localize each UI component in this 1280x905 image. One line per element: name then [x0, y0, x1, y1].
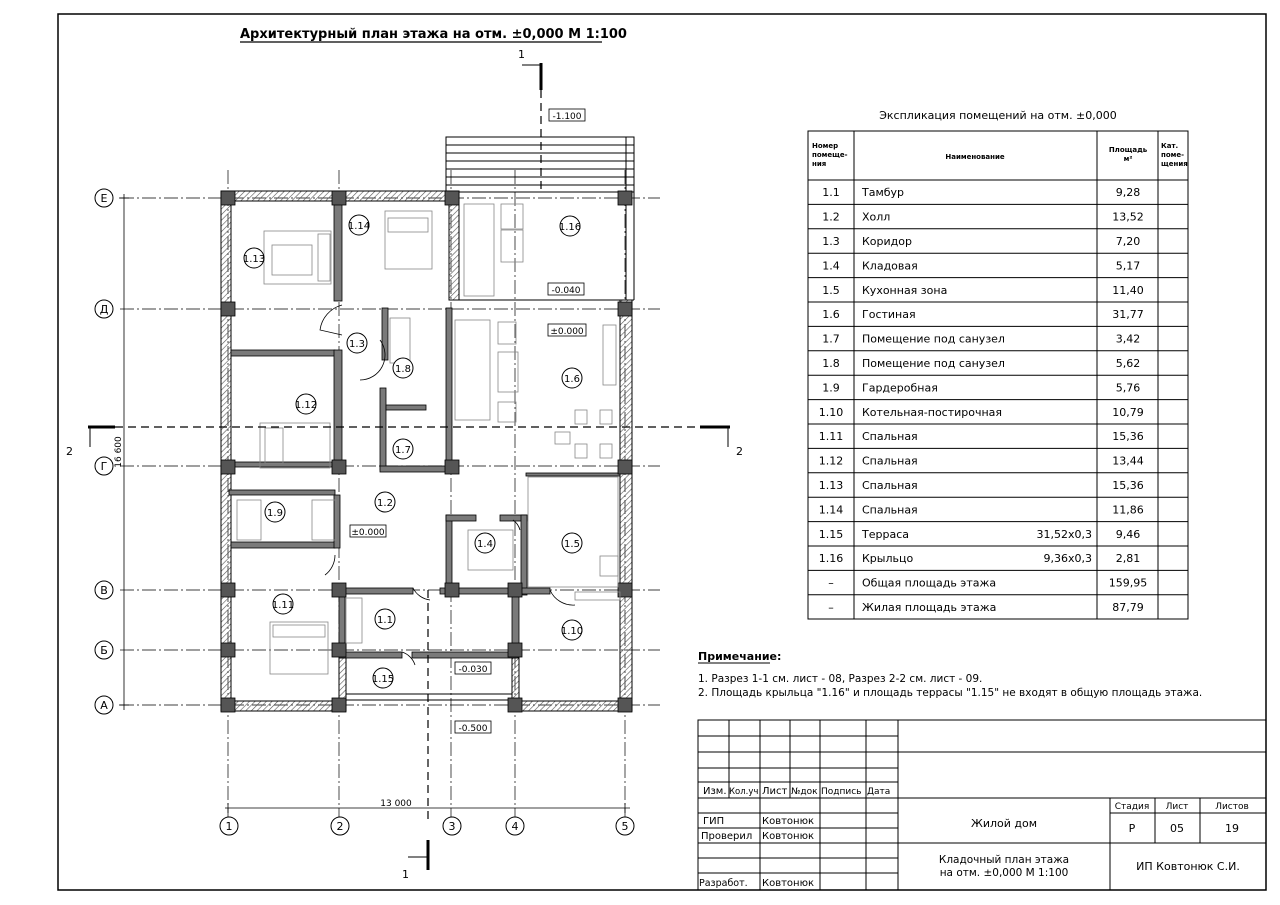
axis-number: 3	[448, 820, 456, 833]
terrace-boards	[346, 694, 512, 700]
col-ndok: №док	[791, 787, 818, 797]
col-data: Дата	[867, 787, 891, 797]
elevation-porch-top: -1.100	[552, 112, 582, 122]
porch-steps	[446, 137, 634, 300]
elevation-hall: ±0.000	[351, 528, 385, 538]
table-cell-area: 7,20	[1115, 235, 1141, 248]
dimension-width: 13 000	[380, 799, 412, 809]
table-cell-formula: 31,52х0,3	[1036, 527, 1092, 541]
table-cell-num: 1.11	[818, 430, 844, 444]
table-cell-area: 13,52	[1112, 210, 1144, 224]
table-cell-num: 1.9	[822, 381, 840, 395]
table-cell-num: 1.1	[822, 186, 840, 200]
room-tag: 1.4	[477, 539, 493, 550]
explication-header	[812, 142, 1188, 168]
company-name: ИП Ковтонюк С.И.	[1136, 860, 1240, 873]
table-cell-num: 1.16	[818, 552, 844, 566]
sheet-label: Лист	[1165, 802, 1189, 812]
elevation-terrace: -0.030	[458, 665, 488, 675]
table-cell-name: Гостиная	[862, 308, 916, 322]
table-cell-area: 31,77	[1112, 308, 1144, 322]
table-cell-name: Спальная	[862, 454, 918, 468]
table-cell-num: 1.5	[822, 283, 840, 297]
table-cell-name: Терраса	[862, 527, 909, 541]
table-cell-num: 1.4	[822, 259, 840, 273]
table-cell-num: 1.3	[822, 235, 840, 248]
elevation-living: ±0.000	[550, 327, 584, 337]
table-cell-num: 1.6	[822, 308, 840, 322]
table-cell-name: Крыльцо	[862, 552, 914, 566]
table-cell-area: 2,81	[1115, 552, 1141, 566]
table-cell-area: 5,17	[1115, 259, 1141, 273]
room-tag: 1.15	[371, 674, 395, 685]
axis-letter: Д	[99, 303, 109, 316]
inner-walls	[229, 201, 620, 658]
name-checked: Ковтонюк	[762, 831, 815, 842]
header-cat: Кат. поме-щения	[1161, 142, 1188, 168]
table-cell-num: 1.12	[818, 454, 844, 468]
sheet-title-1: Кладочный план этажа	[938, 854, 1070, 866]
table-cell-num: –	[828, 576, 834, 590]
axis-number: 4	[511, 820, 519, 833]
room-tag: 1.1	[377, 615, 393, 626]
axis-letter: А	[100, 699, 108, 712]
room-tag: 1.12	[294, 400, 318, 411]
explication-title: Экспликация помещений на отм. ±0,000	[879, 109, 1117, 122]
elevation-ground: -0.500	[458, 724, 488, 734]
floor-plan	[66, 48, 743, 881]
table-cell-num: 1.7	[822, 332, 840, 346]
stage-label: Стадия	[1114, 802, 1150, 812]
header-num: Номер помеще-ния	[812, 142, 848, 168]
table-cell-name: Холл	[862, 210, 891, 224]
table-cell-area: 15,36	[1112, 479, 1144, 492]
room-tags	[243, 221, 583, 685]
room-tag: 1.9	[267, 508, 283, 519]
sheet-frame	[58, 14, 1266, 890]
note-line: 1. Разрез 1-1 см. лист - 08, Разрез 2-2 см. лист - 09.	[698, 673, 983, 685]
explication-table	[808, 131, 1188, 619]
table-cell-area: 3,42	[1115, 332, 1141, 346]
table-cell-area: 159,95	[1108, 576, 1148, 590]
table-cell-name: Тамбур	[862, 186, 905, 200]
room-tag: 1.10	[560, 626, 584, 637]
table-cell-name: Кладовая	[862, 259, 918, 273]
col-podpis: Подпись	[821, 787, 862, 797]
section-2-label-right: 2	[736, 445, 743, 458]
stage-value: Р	[1128, 822, 1136, 835]
axis-letter: В	[100, 584, 108, 597]
role-gip: ГИП	[703, 816, 725, 827]
header-area: Площадь м²	[1108, 146, 1148, 163]
room-tag: 1.3	[349, 339, 365, 350]
table-cell-area: 10,79	[1112, 405, 1144, 419]
note-line: 2. Площадь крыльца "1.16" и площадь террасы "1.15" не входят в общую площадь этажа.	[698, 687, 1203, 699]
table-cell-area: 5,62	[1115, 357, 1141, 370]
room-tag-circles	[244, 215, 582, 688]
table-cell-num: 1.8	[822, 357, 840, 370]
axis-number: 2	[336, 820, 344, 833]
name-developer: Ковтонюк	[762, 878, 815, 889]
section-1-label-bottom: 1	[402, 868, 409, 881]
section-2-label-left: 2	[66, 445, 73, 458]
room-tag: 1.16	[558, 222, 582, 233]
table-cell-name: Коридор	[862, 235, 912, 248]
col-kol: Кол.уч	[729, 787, 759, 797]
table-cell-name: Спальная	[862, 430, 918, 444]
room-tag: 1.11	[271, 600, 295, 611]
sheet-title-2: на отм. ±0,000 М 1:100	[939, 867, 1069, 879]
table-cell-formula: 9,36х0,3	[1043, 552, 1092, 566]
table-cell-name: Помещение под санузел	[862, 357, 1005, 370]
title-block-text	[699, 786, 1249, 889]
table-cell-area: 11,86	[1112, 503, 1144, 517]
table-cell-area: 11,40	[1112, 283, 1144, 297]
table-cell-area: 87,79	[1112, 601, 1144, 614]
col-izm: Изм.	[703, 786, 727, 797]
elevation-terrace-porch: -0.040	[551, 286, 581, 296]
table-cell-num: 1.13	[818, 479, 844, 492]
room-tag: 1.5	[564, 539, 580, 550]
sheet-value: 05	[1170, 822, 1184, 835]
table-cell-area: 5,76	[1115, 381, 1141, 395]
notes-title: Примечание:	[698, 650, 782, 663]
table-cell-num: 1.14	[818, 503, 844, 517]
sheets-label: Листов	[1215, 802, 1249, 812]
room-tag: 1.8	[395, 364, 411, 375]
table-cell-name: Помещение под санузел	[862, 332, 1005, 346]
role-developer: Разработ.	[699, 878, 748, 889]
table-cell-name: Котельная-постирочная	[862, 405, 1003, 419]
name-gip: Ковтонюк	[762, 816, 815, 827]
table-cell-name: Общая площадь этажа	[862, 576, 997, 590]
table-cell-area: 9,46	[1115, 527, 1141, 541]
axis-letter: Б	[100, 644, 108, 657]
room-tag: 1.7	[395, 445, 411, 456]
table-cell-name: Гардеробная	[862, 381, 938, 395]
section-1-label-top: 1	[518, 48, 525, 61]
role-checked: Проверил	[701, 831, 753, 842]
room-tag: 1.13	[242, 254, 266, 265]
project-name: Жилой дом	[970, 817, 1038, 830]
room-tag: 1.6	[564, 374, 580, 385]
table-cell-num: 1.15	[818, 527, 844, 541]
table-cell-name: Жилая площадь этажа	[862, 601, 997, 614]
table-cell-area: 9,28	[1115, 186, 1141, 200]
sheets-value: 19	[1225, 822, 1239, 835]
table-cell-name: Кухонная зона	[862, 283, 948, 297]
table-cell-name: Спальная	[862, 479, 918, 492]
axis-number: 1	[225, 820, 233, 833]
section-labels	[66, 48, 743, 881]
axis-letter: Г	[100, 460, 108, 473]
room-tag: 1.2	[377, 498, 393, 509]
header-name: Наименование	[945, 153, 1005, 161]
table-cell-num: 1.10	[818, 405, 844, 419]
table-cell-name: Спальная	[862, 503, 918, 517]
table-cell-area: 13,44	[1112, 454, 1144, 468]
table-cell-num: –	[828, 601, 834, 614]
drawing-title: Архитектурный план этажа на отм. ±0,000 М 1:100	[240, 27, 627, 42]
dimension-height: 16 600	[114, 436, 124, 468]
axis-letter: Е	[100, 192, 108, 205]
col-list: Лист	[762, 786, 788, 797]
axis-number: 5	[621, 820, 629, 833]
room-tag: 1.14	[347, 221, 371, 232]
table-cell-num: 1.2	[822, 210, 840, 224]
table-cell-area: 15,36	[1112, 430, 1144, 444]
